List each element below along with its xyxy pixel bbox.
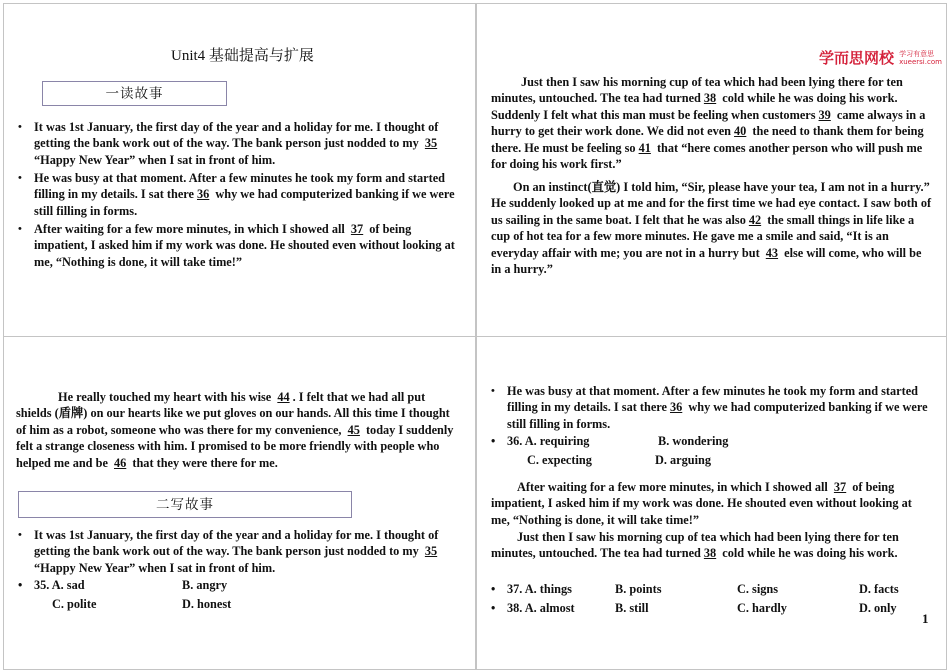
bullet-icon: • — [18, 578, 23, 592]
story-paragraph-38: Just then I saw his morning cup of tea which had been lying there for ten minutes, untouched. The tea had turned 38 cold while he was doing his work. — [491, 530, 899, 561]
section-label-write-story: 二写故事 — [18, 491, 352, 518]
story-text: It was 1st January, the first day of the year and a holiday for me. I thought of getting the bank work out of the way. The bank person just nodded to my 35 “Happy New Year” when I sat in front of him. — [34, 120, 439, 167]
option-36-c[interactable]: C. expecting — [527, 453, 592, 467]
option-37-b[interactable]: B. points — [615, 582, 662, 596]
bullet-paragraph-36 — [491, 383, 931, 432]
section-label-read-story: 一读故事 — [42, 81, 227, 106]
blank-38: 38 — [703, 546, 717, 561]
blank-36: 36 — [669, 400, 683, 415]
slide-panel-3 — [3, 336, 476, 670]
slide-panel-2 — [476, 3, 947, 337]
bullet-icon: • — [491, 434, 496, 448]
blank-45: 45 — [347, 422, 360, 437]
blank-41: 41 — [638, 140, 651, 155]
blank-38: 38 — [703, 91, 717, 106]
story-paragraph-38-41: Just then I saw his morning cup of tea which had been lying there for ten minutes, untouched. The tea had turned 38 cold while he was doing his work. Suddenly I felt what this man must be feeling when customers 39 came always in a hurry to get their work done. We did not even 40 the need to thank them for being there. He must be feeling so 41 that “here comes another person who will push me for doing his work first.” — [491, 75, 926, 172]
logo-slogan: 学习有意思 — [899, 50, 935, 58]
bullet-paragraph-35 — [18, 119, 463, 168]
blank-35: 35 — [424, 544, 438, 559]
slide-panel-4 — [476, 336, 947, 670]
blank-37: 37 — [350, 222, 364, 236]
option-35-b[interactable]: B. angry — [182, 578, 228, 592]
option-36-a[interactable]: 36. A. requiring — [507, 434, 590, 448]
story-text: After waiting for a few more minutes, in which I showed all 37 of being impatient, I asked him if my work was done. He shouted even without looking at me, “Nothing is done, it will take time!” — [34, 222, 455, 269]
story-text: He was busy at that moment. After a few minutes he took my form and started filling in my details. I sat there 36 why we had computerized banking if we were still filling in forms. — [34, 171, 455, 218]
question-36-options-row-1 — [491, 433, 931, 450]
option-38-a[interactable]: 38. A. almost — [507, 601, 575, 615]
blank-39: 39 — [818, 107, 831, 122]
question-38-options-row — [491, 600, 931, 617]
bullet-icon: • — [18, 172, 22, 184]
option-35-a[interactable]: 35. A. sad — [34, 578, 85, 592]
question-35-options-row-2 — [18, 596, 458, 613]
blank-36: 36 — [196, 187, 210, 202]
blank-42: 42 — [748, 212, 762, 227]
slide-panel-1 — [3, 3, 476, 337]
blank-40: 40 — [734, 124, 747, 139]
bullet-icon: • — [491, 601, 496, 615]
option-38-d[interactable]: D. only — [859, 601, 897, 615]
page-number: 1 — [922, 611, 929, 626]
bullet-paragraph-36 — [18, 170, 463, 219]
bullet-paragraph-35 — [18, 527, 463, 576]
bullet-icon: • — [491, 582, 496, 596]
option-37-a[interactable]: 37. A. things — [507, 582, 572, 596]
option-37-d[interactable]: D. facts — [859, 582, 899, 596]
option-36-d[interactable]: D. arguing — [655, 453, 712, 467]
option-36-b[interactable]: B. wondering — [658, 434, 729, 448]
blank-37: 37 — [833, 480, 847, 494]
page-title: Unit4 基础提高与扩展 — [171, 48, 314, 64]
blank-44: 44 — [277, 390, 290, 404]
blank-43: 43 — [765, 245, 779, 260]
logo-text: 学而思网校 — [819, 49, 895, 67]
bullet-icon: • — [18, 121, 22, 133]
bullet-icon: • — [18, 223, 22, 235]
option-35-d[interactable]: D. honest — [182, 597, 232, 611]
story-paragraph-44-46: He really touched my heart with his wise 44 . I felt that we had all put shields (盾牌) on our hearts like we put gloves on our hands. All this time I thought of him as a robot, someone who was there for my convenience, 45 today I suddenly felt a strange closeness with him. I promised to be more friendly with people who helped me and be 46 that they were there for me. — [16, 390, 454, 470]
brand-logo — [819, 50, 942, 67]
bullet-paragraph-37 — [18, 221, 463, 270]
option-38-c[interactable]: C. hardly — [737, 601, 787, 615]
question-35-options-row-1 — [18, 577, 458, 594]
logo-url: xueersi.com — [899, 58, 942, 66]
story-paragraph-37: After waiting for a few more minutes, in which I showed all 37 of being impatient, I asked him if my work was done. He shouted even without looking at me, “Nothing is done, it will take time!” — [491, 480, 912, 527]
bullet-icon: • — [18, 529, 22, 541]
bullet-icon: • — [491, 385, 495, 397]
question-37-options-row — [491, 581, 931, 598]
option-38-b[interactable]: B. still — [615, 601, 649, 615]
option-37-c[interactable]: C. signs — [737, 582, 779, 596]
option-35-c[interactable]: C. polite — [52, 597, 97, 611]
blank-46: 46 — [113, 455, 127, 470]
story-text: It was 1st January, the first day of the year and a holiday for me. I thought of getting the bank work out of the way. The bank person just nodded to my 35 “Happy New Year” when I sat in front of him. — [34, 528, 439, 575]
question-36-options-row-2 — [491, 452, 931, 469]
story-paragraph-42-43: On an instinct(直觉) I told him, “Sir, please have your tea, I am not in a hurry.” He suddenly looked up at me and for the first time we had eye contact. I saw both of us sailing in the same boat. I felt that he was also 42 the small things in life like a cup of hot tea for a few more minutes. He gave me a smile and said, “It is an everyday affair with me; you are not in a hurry but 43 else will come, who will be in a hurry.” — [491, 180, 932, 277]
story-text: He was busy at that moment. After a few minutes he took my form and started filling in my details. I sat there 36 why we had computerized banking if we were still filling in forms. — [507, 384, 928, 431]
blank-35: 35 — [424, 136, 438, 151]
